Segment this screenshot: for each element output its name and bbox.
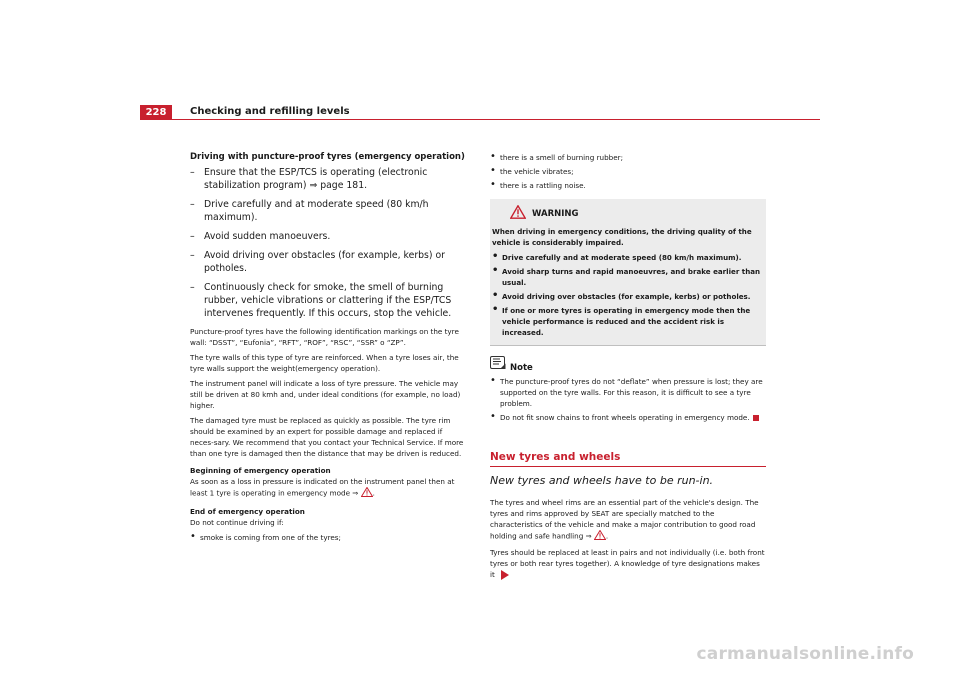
section-divider	[490, 466, 766, 467]
section-end-marker	[753, 415, 759, 421]
paragraph-text: Tyres should be replaced at least in pairs and not individually (i.e. both front tyres or both rear tyres together). A knowledge of tyre designations makes it	[490, 548, 765, 579]
note-item	[490, 412, 766, 423]
paragraph: The tyres and wheel rims are an essential part of the vehicle's design. The tyres and rims approved by SEAT are specially matched to the characteristics of the vehicle and make a major contribution to good road holding and safe handling ⇒ .	[490, 497, 766, 543]
warning-item: • If one or more tyres is operating in emergency mode then the vehicle performance is reduced and the accident risk is increased.	[492, 305, 762, 338]
paragraph: Puncture-proof tyres have the following identification markings on the tyre wall: “DSST”, “Eufonia”, “RFT”, “ROF”, “RSC”, “SSR” o “ZP”.	[190, 327, 459, 347]
dash-item: – Ensure that the ESP/TCS is operating (electronic stabilization program) ⇒ page 181.	[190, 166, 468, 192]
dash-item: – Continuously check for smoke, the smell of burning rubber, vehicle vibrations or clattering if the ESP/TCS intervenes frequently. If this occurs, stop the vehicle.	[190, 281, 468, 320]
note-icon	[490, 356, 506, 373]
running-header-title: Checking and refilling levels	[190, 106, 350, 117]
warning-intro: When driving in emergency conditions, the driving quality of the vehicle is considerably impaired.	[492, 227, 752, 247]
list-item: • there is a rattling noise.	[490, 180, 766, 191]
paragraph-text: The tyres and wheel rims are an essential part of the vehicle's design. The tyres and rims approved by SEAT are specially matched to the characteristics of the vehicle and make a major contribution to good road holding and safe handling ⇒	[490, 498, 759, 541]
note-item-text: Do not fit snow chains to front wheels operating in emergency mode.	[500, 413, 750, 422]
section-heading-new-tyres: New tyres and wheels	[490, 451, 621, 463]
watermark: carmanualsonline.info	[696, 644, 914, 664]
beginning-text: As soon as a loss in pressure is indicated on the instrument panel then at least 1 tyre is operating in emergency mode ⇒ .	[190, 476, 468, 500]
paragraph: The tyre walls of this type of tyre are reinforced. When a tyre loses air, the tyre walls support the weight(emergency operation).	[190, 353, 459, 373]
right-column	[490, 152, 766, 584]
list-item: • smoke is coming from one of the tyres;	[190, 532, 468, 543]
continue-arrow-icon	[501, 570, 509, 580]
note-title-text: Note	[510, 363, 533, 373]
dash-item: – Drive carefully and at moderate speed (80 km/h maximum).	[190, 198, 468, 224]
end-heading: End of emergency operation	[190, 507, 305, 516]
warning-triangle-icon[interactable]	[594, 530, 606, 543]
section-subheading: New tyres and wheels have to be run-in.	[490, 474, 714, 487]
warning-box	[490, 199, 766, 346]
left-column	[190, 152, 468, 546]
paragraph: The damaged tyre must be replaced as quickly as possible. The tyre rim should be examined by an expert for possible damage and replaced if neces-sary. We recommend that you contact your Technical Service. If more than one tyre is damaged then the distance that may be driven is reduced.	[190, 416, 464, 458]
list-item: • the vehicle vibrates;	[490, 166, 766, 177]
warning-item: • Avoid sharp turns and rapid manoeuvres, and brake earlier than usual.	[492, 266, 762, 288]
warning-triangle-icon[interactable]	[361, 487, 373, 500]
dash-item: – Avoid sudden manoeuvers.	[190, 230, 468, 243]
warning-item: • Drive carefully and at moderate speed (80 km/h maximum).	[492, 252, 762, 263]
page-number: 228	[140, 105, 172, 120]
dash-item: – Avoid driving over obstacles (for example, kerbs) or potholes.	[190, 249, 468, 275]
list-item: • there is a smell of burning rubber;	[490, 152, 766, 163]
warning-title-text: WARNING	[532, 208, 579, 219]
warning-title	[510, 205, 762, 222]
warning-item: • Avoid driving over obstacles (for example, kerbs) or potholes.	[492, 291, 762, 302]
end-text: Do not continue driving if:	[190, 518, 284, 527]
note-title	[490, 356, 766, 373]
warning-triangle-icon	[510, 205, 526, 222]
header-divider	[140, 119, 820, 120]
paragraph	[490, 547, 766, 580]
beginning-text-body: As soon as a loss in pressure is indicated on the instrument panel then at least 1 tyre is operating in emergency mode ⇒	[190, 477, 455, 498]
note-item: • The puncture-proof tyres do not “deflate” when pressure is lost; they are supported on the tyre walls. For this reason, it is difficult to see a tyre problem.	[490, 376, 766, 409]
section-heading-emergency: Driving with puncture-proof tyres (emergency operation)	[190, 152, 465, 162]
paragraph: The instrument panel will indicate a loss of tyre pressure. The vehicle may still be driven at 80 kmh and, under ideal conditions (for example, no load) higher.	[190, 379, 461, 410]
beginning-heading: Beginning of emergency operation	[190, 466, 331, 475]
